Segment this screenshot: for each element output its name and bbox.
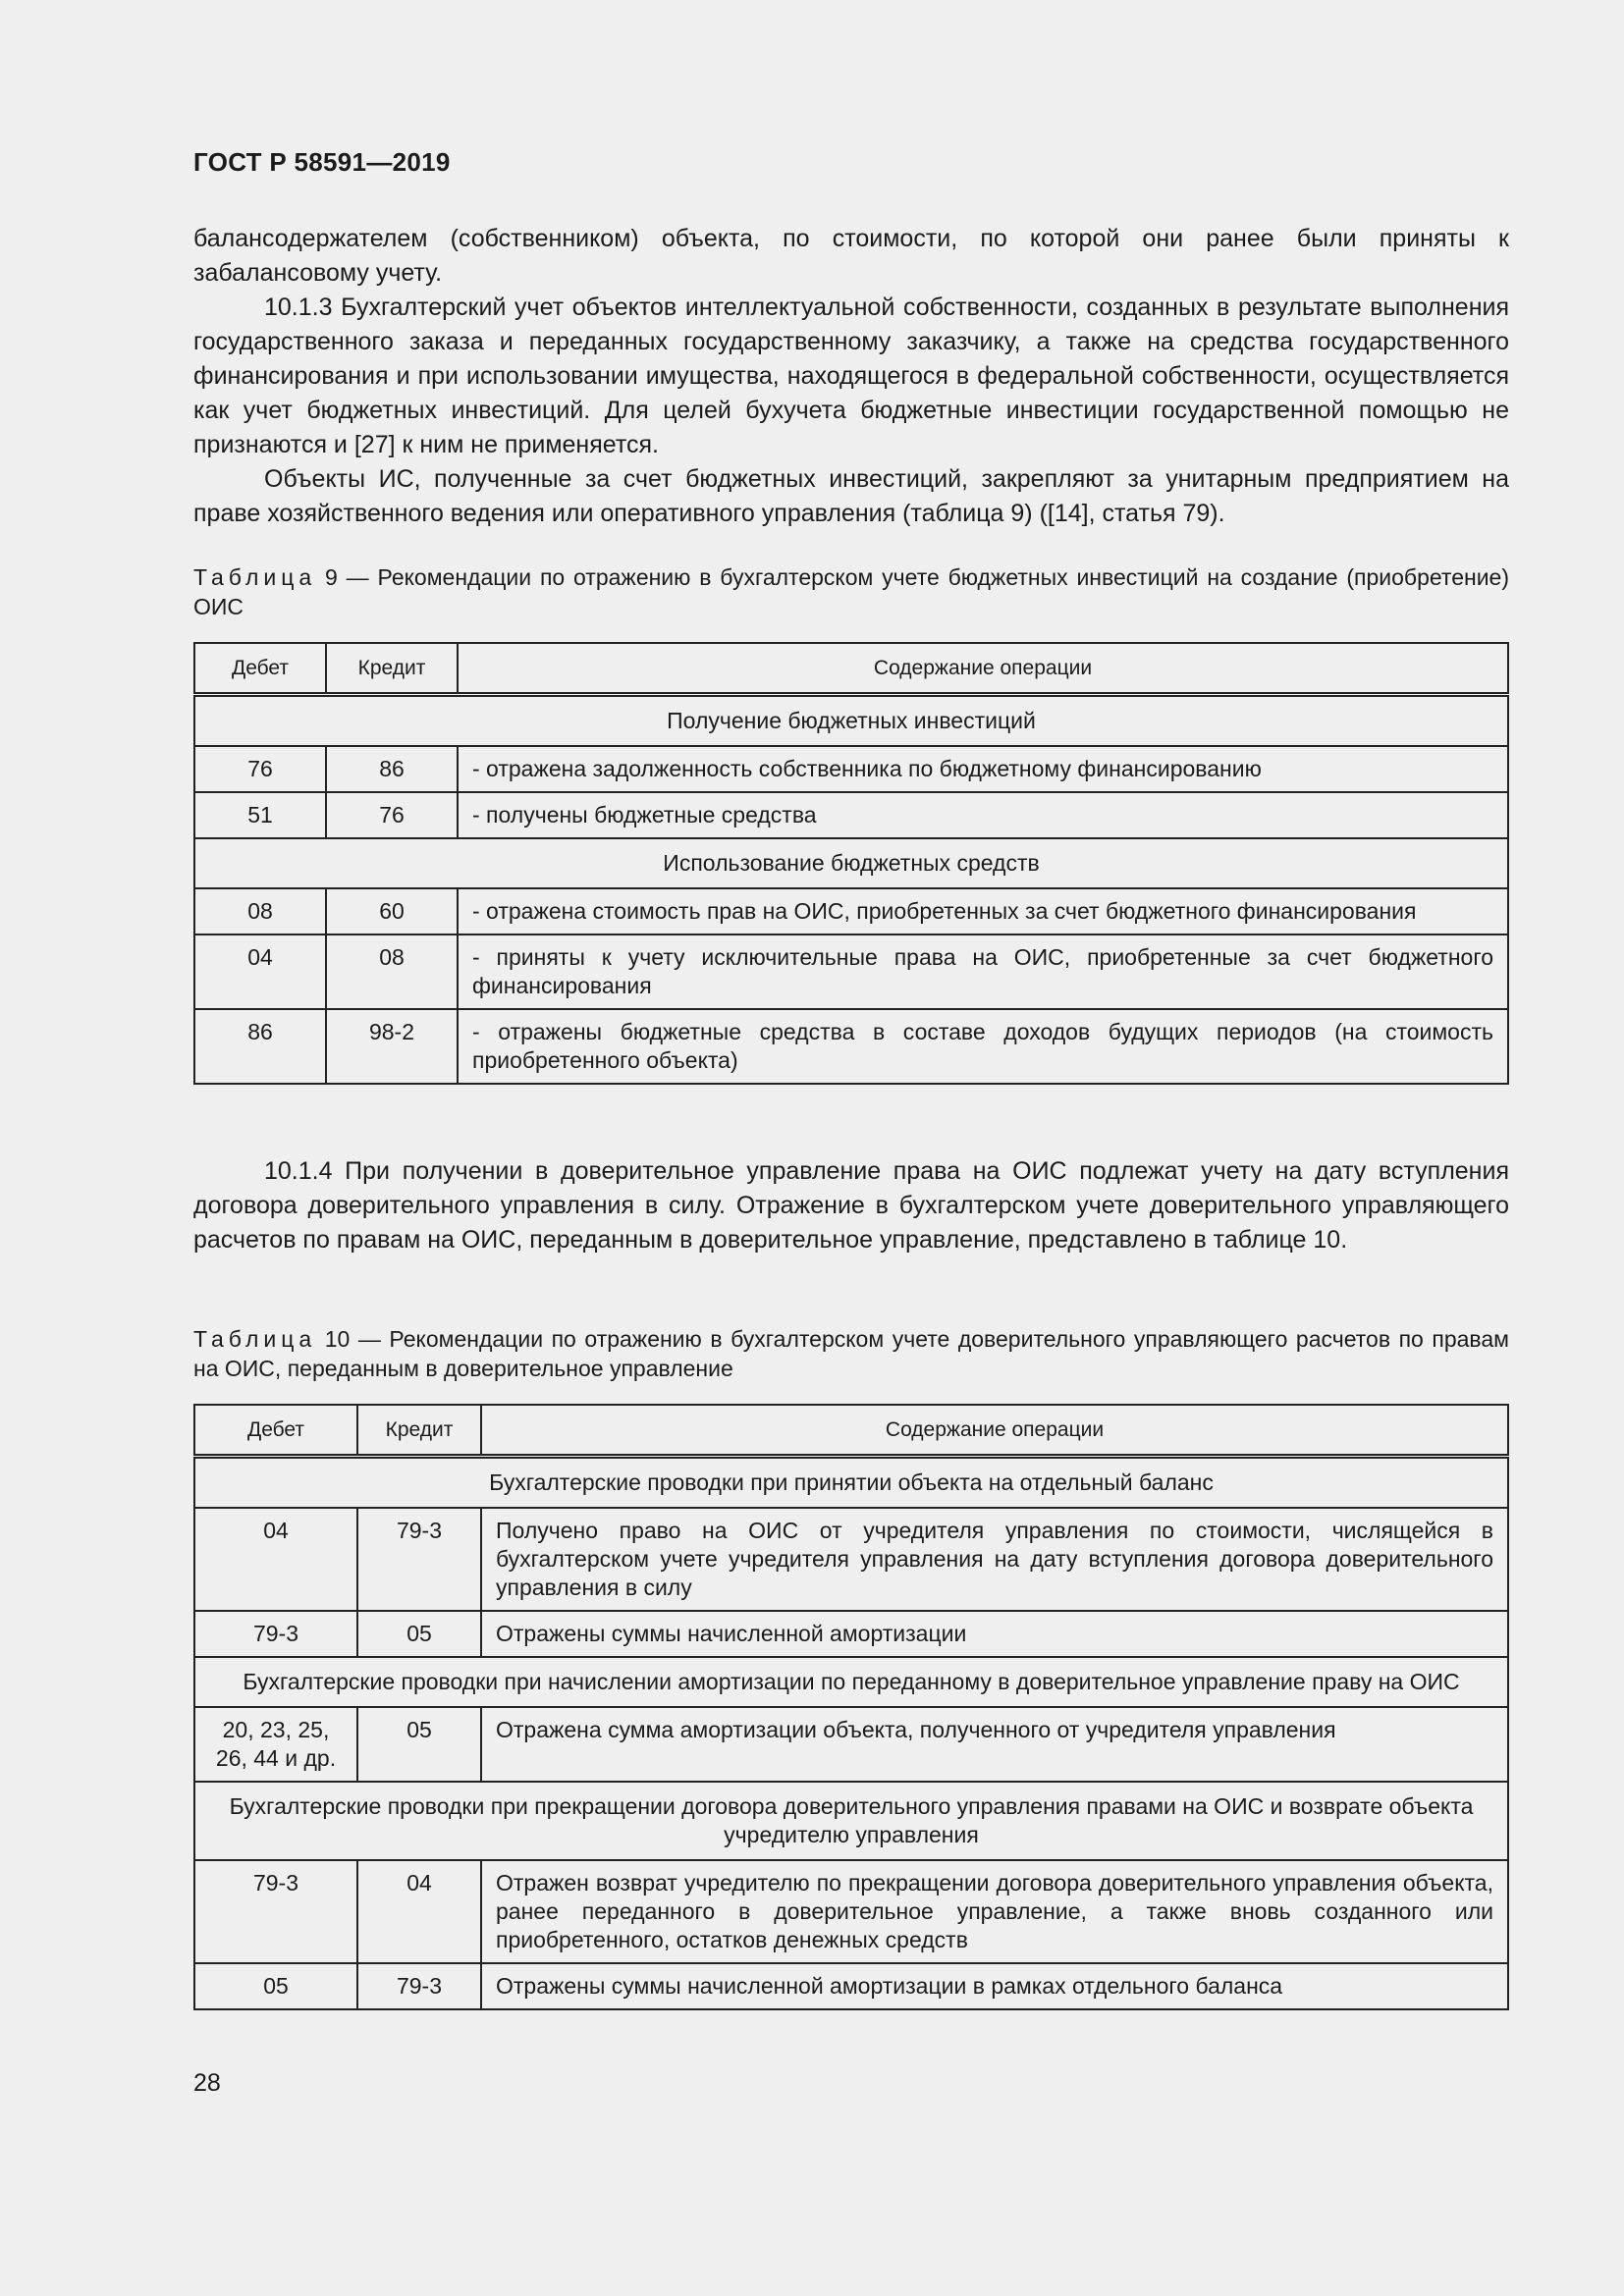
credit-cell: 60 [326, 888, 458, 934]
column-header: Дебет [194, 643, 326, 695]
content-cell: Отражен возврат учредителю по прекращении договора доверительного управления объекта, ранее переданного в доверительное управление, а также вновь созданного или приобретенного, остатков денежных средств [481, 1860, 1508, 1963]
credit-cell: 04 [357, 1860, 481, 1963]
column-header: Кредит [357, 1405, 481, 1457]
paragraph: балансодержателем (собственником) объекта, по стоимости, по которой они ранее были приняты к забалансовому учету. [193, 225, 1509, 287]
table-row [194, 1707, 1508, 1782]
content-cell: - получены бюджетные средства [458, 792, 1508, 838]
table-row [194, 746, 1508, 792]
debit-cell: 51 [194, 792, 326, 838]
column-header: Дебет [194, 1405, 357, 1457]
content-cell: - отражены бюджетные средства в составе доходов будущих периодов (на стоимость приобретенного объекта) [458, 1009, 1508, 1084]
paragraph: Объекты ИС, полученные за счет бюджетных инвестиций, закрепляют за унитарным предприятием на праве хозяйственного ведения или оперативного управления (таблица 9) ([14], статья 79). [193, 465, 1509, 527]
table9 [193, 642, 1509, 1085]
section-title: Бухгалтерские проводки при принятии объекта на отдельный баланс [194, 1457, 1508, 1509]
column-header: Содержание операции [481, 1405, 1508, 1457]
paragraph: 10.1.4 При получении в доверительное управление права на ОИС подлежат учету на дату вступления договора доверительного управления в силу. Отражение в бухгалтерском учете доверительного управляющего расчетов по правам на ОИС, переданным в доверительное управление, представлено в таблице 10. [193, 1157, 1509, 1254]
document-header: ГОСТ Р 58591—2019 [193, 147, 451, 177]
section-title: Использование бюджетных средств [194, 838, 1508, 888]
caption-text: 10 — Рекомендации по отражению в бухгалтерском учете доверительного управляющего расчетов по правам на ОИС, переданным в доверительное управление [193, 1326, 1509, 1381]
content-cell: - отражена стоимость прав на ОИС, приобретенных за счет бюджетного финансирования [458, 888, 1508, 934]
mid-text [193, 1154, 1509, 1257]
table-row [194, 934, 1508, 1009]
section-row [194, 1782, 1508, 1860]
debit-cell: 04 [194, 1508, 357, 1611]
table-row [194, 888, 1508, 934]
debit-cell: 20, 23, 25, 26, 44 и др. [194, 1707, 357, 1782]
content-cell: Получено право на ОИС от учредителя управления по стоимости, числящейся в бухгалтерском учете учредителя управления на дату вступления договора доверительного управления в силу [481, 1508, 1508, 1611]
credit-cell: 05 [357, 1611, 481, 1657]
credit-cell: 98-2 [326, 1009, 458, 1084]
table10 [193, 1404, 1509, 2010]
content-cell: Отражены суммы начисленной амортизации в рамках отдельного баланса [481, 1963, 1508, 2009]
paragraph: 10.1.3 Бухгалтерский учет объектов интеллектуальной собственности, созданных в результате выполнения государственного заказа и переданных государственному заказчику, а также на средства государственного финансирования и при использовании имущества, находящегося в федеральной собственности, осуществляется как учет бюджетных инвестиций. Для целей бухучета бюджетные инвестиции государственной помощью не признаются и [27] к ним не применяется. [193, 294, 1509, 458]
table-row [194, 1611, 1508, 1657]
caption-text: 9 — Рекомендации по отражению в бухгалтерском учете бюджетных инвестиций на создание (приобретение) ОИС [193, 564, 1509, 619]
debit-cell: 76 [194, 746, 326, 792]
content-cell: Отражены суммы начисленной амортизации [481, 1611, 1508, 1657]
caption-word: Таблица [193, 1326, 317, 1352]
table10-caption [193, 1324, 1509, 1383]
credit-cell: 08 [326, 934, 458, 1009]
credit-cell: 79-3 [357, 1963, 481, 2009]
column-header: Содержание операции [458, 643, 1508, 695]
debit-cell: 04 [194, 934, 326, 1009]
table-header-row [194, 643, 1508, 695]
page-number: 28 [193, 2069, 221, 2097]
debit-cell: 05 [194, 1963, 357, 2009]
intro-text [193, 222, 1509, 531]
section-row [194, 695, 1508, 747]
table-row [194, 1963, 1508, 2009]
table-row [194, 792, 1508, 838]
section-row [194, 1657, 1508, 1707]
credit-cell: 05 [357, 1707, 481, 1782]
section-title: Получение бюджетных инвестиций [194, 695, 1508, 747]
content-cell: - отражена задолженность собственника по бюджетному финансированию [458, 746, 1508, 792]
debit-cell: 79-3 [194, 1860, 357, 1963]
credit-cell: 76 [326, 792, 458, 838]
table-header-row [194, 1405, 1508, 1457]
content-cell: Отражена сумма амортизации объекта, полученного от учредителя управления [481, 1707, 1508, 1782]
debit-cell: 86 [194, 1009, 326, 1084]
credit-cell: 86 [326, 746, 458, 792]
section-title: Бухгалтерские проводки при прекращении договора доверительного управления правами на ОИС и возврате объекта учредителю управления [194, 1782, 1508, 1860]
debit-cell: 79-3 [194, 1611, 357, 1657]
section-title: Бухгалтерские проводки при начислении амортизации по переданному в доверительное управление праву на ОИС [194, 1657, 1508, 1707]
table-row [194, 1009, 1508, 1084]
content-cell: - приняты к учету исключительные права на ОИС, приобретенные за счет бюджетного финансирования [458, 934, 1508, 1009]
table9-caption [193, 562, 1509, 621]
section-row [194, 838, 1508, 888]
column-header: Кредит [326, 643, 458, 695]
table-row [194, 1508, 1508, 1611]
caption-word: Таблица [193, 564, 317, 590]
credit-cell: 79-3 [357, 1508, 481, 1611]
section-row [194, 1457, 1508, 1509]
debit-cell: 08 [194, 888, 326, 934]
table-row [194, 1860, 1508, 1963]
